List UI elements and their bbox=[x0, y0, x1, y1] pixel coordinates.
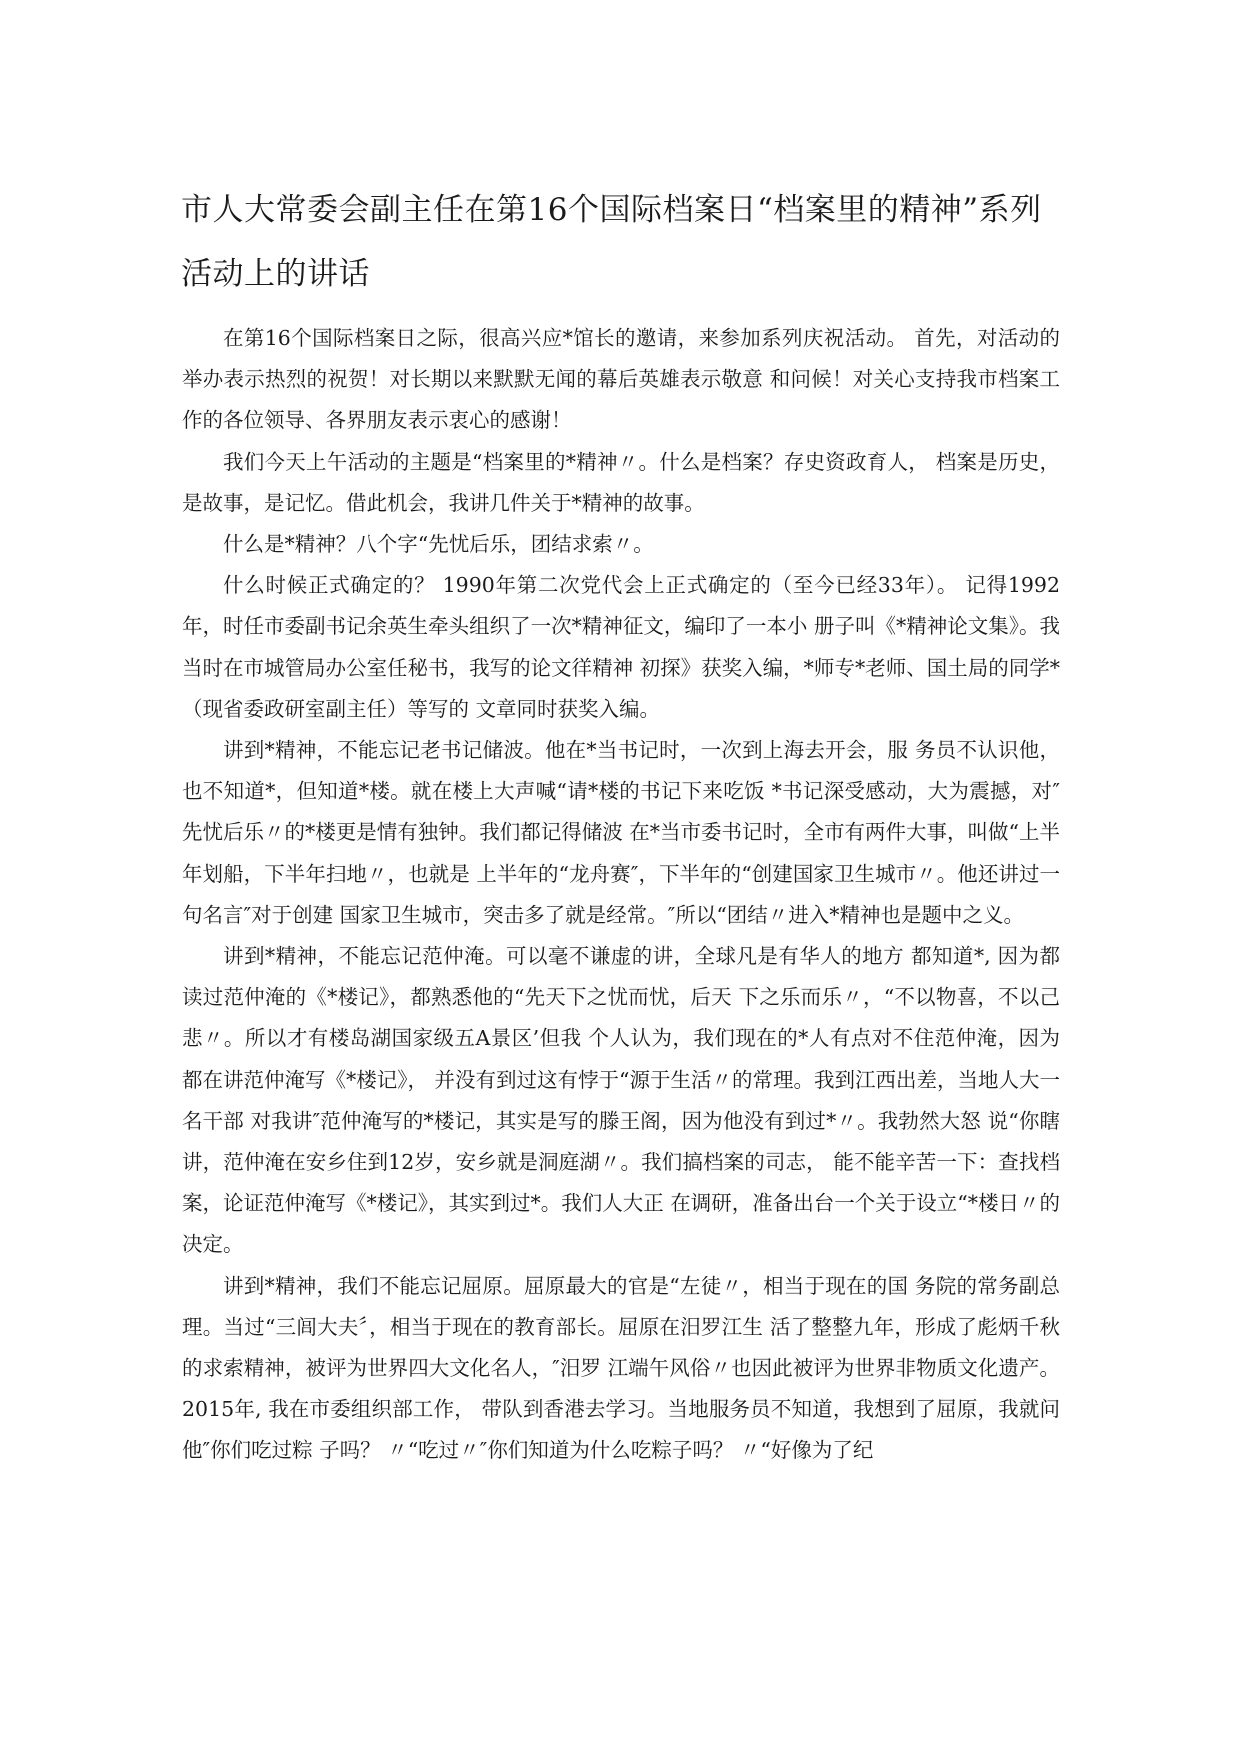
paragraph: 我们今天上午活动的主题是“档案里的*精神〃。什么是档案？存史资政育人， 档案是历史，是故事，是记忆。借此机会，我讲几件关于*精神的故事。 bbox=[182, 449, 1060, 515]
paragraph: 什么是*精神？八个字“先忧后乐，团结求索〃。 bbox=[223, 532, 654, 557]
document-title: 市人大常委会副主任在第16个国际档案日“档案里的精神”系列活动上的讲话 bbox=[181, 192, 1042, 292]
paragraph: 讲到*精神，我们不能忘记屈原。屈原最大的官是“左徒〃，相当于现在的国 务院的常务副总理。当过“三闾大夫〞，相当于现在的教育部长。屈原在汨罗江生 活了整整九年，形成了彪炳千秋的求索精神，被评为世界四大文化名人，″汨罗 江端午风俗〃也因此被评为世界非物质文化遗产。2015年, 我在市委组织部工作， 带队到香港去学习。当地服务员不知道，我想到了屈原，我就问他″你们吃过粽 子吗？ 〃“吃过〃″你们知道为什么吃粽子吗？ 〃“好像为了纪 bbox=[182, 1273, 1060, 1463]
paragraph: 讲到*精神，不能忘记老书记储波。他在*当书记时，一次到上海去开会，服 务员不认识他，也不知道*，但知道*楼。就在楼上大声喊“请*楼的书记下来吃饭 *书记深受感动，大为震撼，对″先忧后乐〃的*楼更是情有独钟。我们都记得储波 在*当市委书记时，全市有两件大事，叫做“上半年划船，下半年扫地〃，也就是 上半年的“龙舟赛″，下半年的“创建国家卫生城市〃。他还讲过一句名言″对于创建 国家卫生城市，突击多了就是经常。″所以“团结〃进入*精神也是题中之义。 bbox=[182, 738, 1060, 927]
paragraph: 什么时候正式确定的？ 1990年第二次党代会上正式确定的（至今已经33年）。 记得1992年，时任市委副书记余英生牵头组织了一次*精神征文，编印了一本小 册子叫《*精神论文集》。我当时在市城管局办公室任秘书，我写的论文徉精神 初探》获奖入编，*师专*老师、国土局的同学* （现省委政研室副主任）等写的 文章同时获奖入编。 bbox=[182, 573, 1060, 721]
paragraph: 在第16个国际档案日之际，很高兴应*馆长的邀请，来参加系列庆祝活动。 首先，对活动的举办表示热烈的祝贺！对长期以来默默无闻的幕后英雄表示敬意 和问候！对关心支持我市档案工作的各位领导、各界朋友表示衷心的感谢！ bbox=[182, 326, 1060, 433]
paragraph: 讲到*精神，不能忘记范仲淹。可以毫不谦虚的讲，全球凡是有华人的地方 都知道*, 因为都读过范仲淹的《*楼记》，都熟悉他的“先天下之忧而忧，后天 下之乐而乐〃，“不以物喜，不以己悲〃。所以才有楼岛湖国家级五A景区’但我 个人认为，我们现在的*人有点对不住范仲淹，因为都在讲范仲淹写《*楼记》， 并没有到过这有悖于“源于生活〃的常理。我到江西出差，当地人大一名干部 对我讲″范仲淹写的*楼记，其实是写的滕王阁，因为他没有到过*〃。我勃然大怒 说“你瞎讲，范仲淹在安乡住到12岁，安乡就是洞庭湖〃。我们搞档案的司志， 能不能辛苦一下：查找档案，论证范仲淹写《*楼记》，其实到过*。我们人大正 在调研，准备出台一个关于设立“*楼日〃的决定。 bbox=[182, 944, 1060, 1257]
document-body bbox=[182, 318, 1060, 1472]
